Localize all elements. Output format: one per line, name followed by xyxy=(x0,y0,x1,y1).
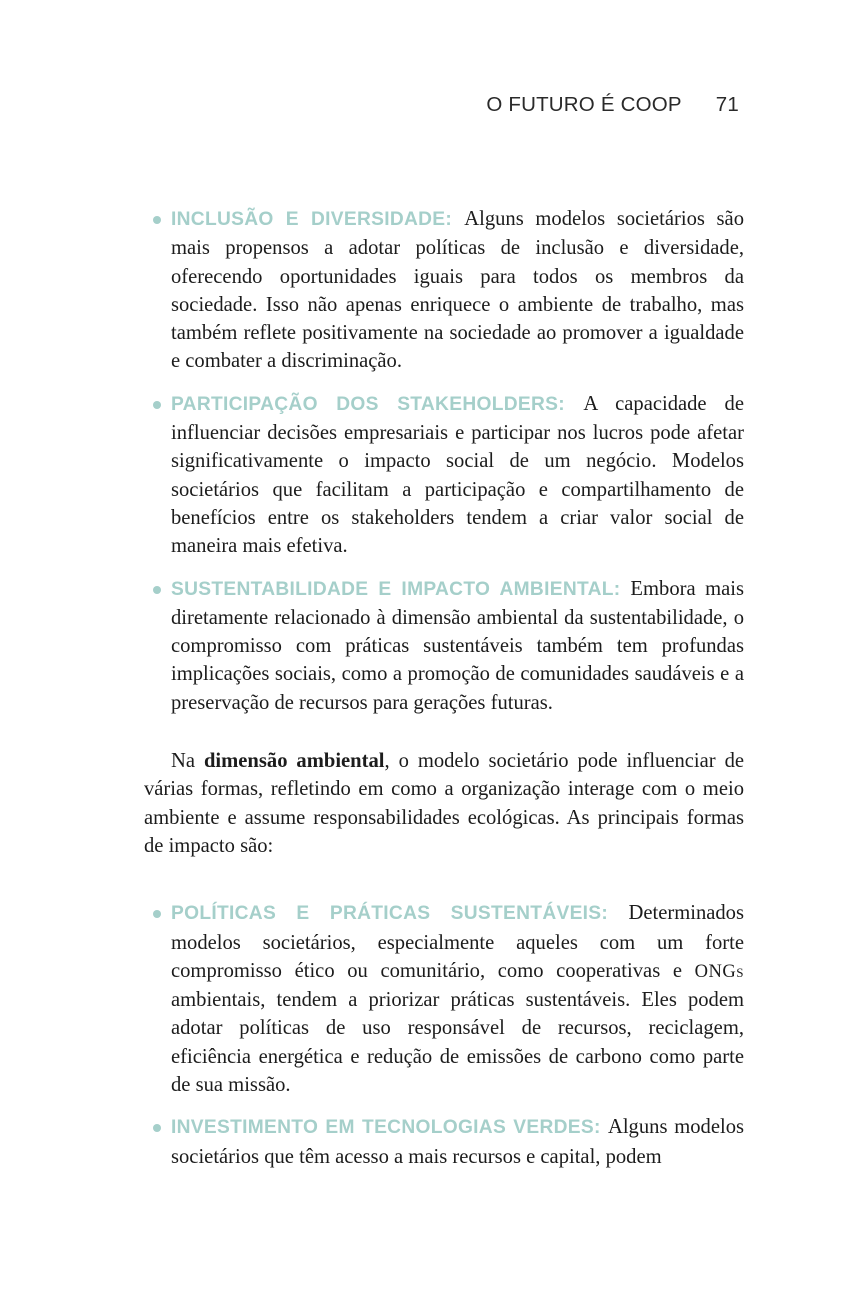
item-heading: PARTICIPAÇÃO DOS STAKEHOLDERS: xyxy=(171,393,584,415)
environmental-impact-list xyxy=(144,899,744,1171)
item-heading: INVESTIMENTO EM TECNOLOGIAS VERDES: xyxy=(171,1117,608,1139)
list-item xyxy=(144,205,744,376)
bullet-icon xyxy=(153,1124,161,1132)
item-text: Embora mais diretamente relacionado à dimensão ambiental da sustentabilidade, o compromisso com práticas sustentáveis também tem profundas implicações sociais, como a promoção de comunidades saudáveis e a preservação de recursos para gerações futuras. xyxy=(171,577,744,714)
bullet-icon xyxy=(153,586,161,594)
bullet-icon xyxy=(153,401,161,409)
paragraph-intro: Na xyxy=(171,750,204,773)
item-text: Alguns modelos societários que têm acesso a mais recursos e capital, podem xyxy=(171,1116,745,1168)
item-text: A capacidade de influenciar decisões empresariais e participar nos lucros pode afetar significativamente o impacto social de um negócio. Modelos societários que facilitam a participação e compartilhamento de benefícios entre os stakeholders tendem a criar valor social de maneira mais efetiva. xyxy=(171,392,744,558)
paragraph-emphasis: dimensão ambiental xyxy=(203,750,385,773)
item-text: Alguns modelos societários são mais propensos a adotar políticas de inclusão e diversidade, oferecendo oportunidades iguais para todos os membros da sociedade. Isso não apenas enriquece o ambiente de trabalho, mas também reflete positivamente na sociedade ao promover a igualdade e combater a discriminação. xyxy=(171,208,744,373)
page-body xyxy=(144,205,744,1185)
running-header xyxy=(486,93,739,117)
item-text-continued: ambientais, tendem a priorizar práticas sustentáveis. Eles podem adotar políticas de uso responsável de recursos, reciclagem, eficiência energética e redução de emissões de carbono como parte de sua missão. xyxy=(171,989,744,1097)
list-item xyxy=(144,390,744,561)
list-item xyxy=(144,899,744,1099)
list-item xyxy=(144,1113,744,1171)
book-title: O FUTURO É COOP xyxy=(486,93,682,116)
list-item xyxy=(144,575,744,717)
paragraph-rest: , o modelo societário pode influenciar de várias formas, refletindo em como a organização interage com o meio ambiente e assume responsabilidades ecológicas. As principais formas de impacto são: xyxy=(144,750,745,857)
acronym: ONGs xyxy=(694,960,744,982)
item-text: Determinados modelos societários, especialmente aqueles com um forte compromisso ético ou comunitário, como cooperativas e xyxy=(171,902,744,982)
page-number: 71 xyxy=(715,93,739,116)
item-heading: SUSTENTABILIDADE E IMPACTO AMBIENTAL: xyxy=(171,578,631,600)
body-paragraph xyxy=(144,747,744,860)
bullet-icon xyxy=(153,216,161,224)
social-impact-list xyxy=(144,205,744,717)
item-heading: INCLUSÃO E DIVERSIDADE: xyxy=(171,209,465,230)
bullet-icon xyxy=(153,910,161,918)
item-heading: POLÍTICAS E PRÁTICAS SUSTENTÁVEIS: xyxy=(171,903,629,925)
